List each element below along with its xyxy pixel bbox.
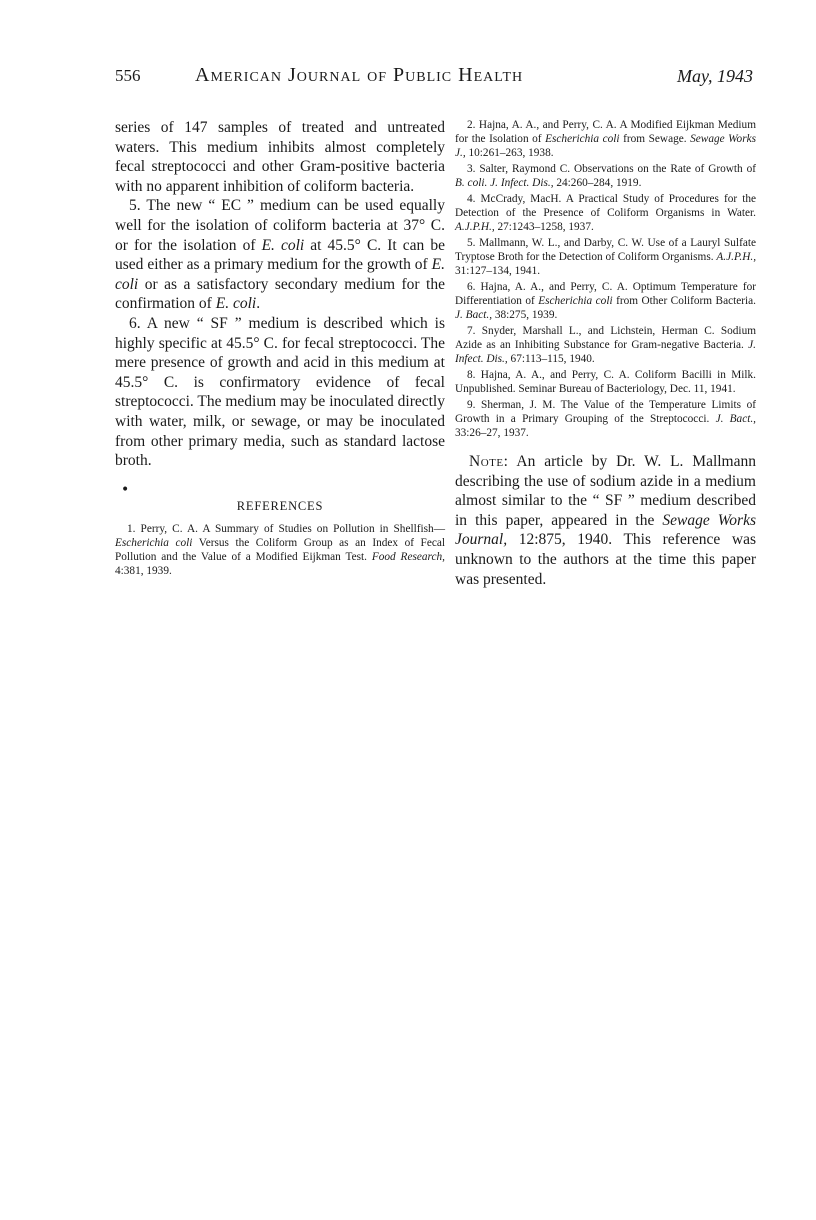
reference-text: 8. Hajna, A. A., and Perry, C. A. Coliform Bacilli in Milk. Unpublished. Seminar Bureau of Bacteriology, Dec. 11, 1941. [455, 369, 756, 395]
reference-citation: 24:260–284, 1919. [553, 177, 642, 189]
reference-item-3 [455, 162, 756, 190]
reference-journal: A.J.P.H., [455, 221, 495, 233]
reference-text: 9. Sherman, J. M. The Value of the Temperature Limits of Growth in a Primary Grouping of the Streptococci. [455, 399, 756, 425]
reference-item-7 [455, 324, 756, 366]
reference-italic: Escherichia coli [545, 133, 620, 145]
reference-journal: J. Bact., [455, 309, 493, 321]
species-name: E. coli [115, 256, 445, 293]
paragraph-text: . [256, 295, 261, 313]
running-header [115, 64, 755, 94]
reference-text: Versus the Coliform Group as an Index of Fecal Pollution and the Value of a Modified Eijkman Test. [115, 536, 445, 563]
reference-text: 5. Mallmann, W. L., and Darby, C. W. Use of a Lauryl Sulfate Tryptose Broth for the Detection of Coliform Organisms. [455, 237, 756, 263]
reference-journal: Food Research, [371, 550, 445, 563]
reference-text: 3. Salter, Raymond C. Observations on the Rate of Growth of [467, 163, 756, 175]
reference-item-6 [455, 280, 756, 322]
reference-journal: J. Bact., [715, 413, 757, 425]
note-text: An article by Dr. W. L. Mallmann describing the use of sodium azide in a medium almost similar to the “ SF ” medium described in this paper, appeared in the [455, 453, 756, 529]
reference-text: 1. Perry, C. A. A Summary of Studies on Pollution in Shellfish— [127, 522, 445, 535]
issue-date: May, 1943 [677, 66, 753, 86]
references-heading: REFERENCES [236, 498, 324, 513]
left-column [115, 118, 445, 580]
reference-item-8 [455, 368, 756, 396]
note-label: Note: [469, 453, 509, 470]
section-divider-bullet: • [121, 481, 130, 498]
reference-text: 2. Hajna, A. A., and Perry, C. A. A Modified Eijkman Medium for the Isolation of [455, 119, 756, 145]
journal-title: American Journal of Public Health [195, 64, 524, 86]
right-column [455, 118, 756, 589]
paragraph-conclusion-5 [115, 196, 445, 314]
reference-journal: J. Infect. Dis., [490, 177, 554, 189]
reference-item-2 [455, 118, 756, 160]
reference-item-4 [455, 192, 756, 234]
reference-text: 4. McCrady, MacH. A Practical Study of Procedures for the Detection of the Presence of Coliform Organisms in Water. [455, 193, 756, 219]
paragraph-text: 5. The new “ EC ” medium can be used equally well for the isolation of coliform bacteria at 37° C. or for the isolation of [115, 197, 445, 254]
reference-item-5 [455, 236, 756, 278]
editorial-note [455, 452, 756, 589]
reference-italic: B. coli. [455, 177, 488, 189]
note-text: 12:875, 1940. This reference was unknown to the authors at the time this paper was presented. [455, 531, 756, 588]
reference-item-9 [455, 398, 756, 440]
reference-text: 6. Hajna, A. A., and Perry, C. A. Optimum Temperature for Differentiation of [455, 281, 756, 307]
reference-italic: Escherichia coli [115, 536, 193, 549]
species-name: E. coli [261, 236, 305, 254]
reference-citation: 10:261–263, 1938. [465, 147, 554, 159]
reference-citation: 31:127–134, 1941. [455, 265, 541, 277]
reference-journal: Sewage Works J., [455, 133, 757, 159]
reference-citation: 67:113–115, 1940. [507, 353, 595, 365]
reference-journal: A.J.P.H., [716, 251, 757, 263]
reference-citation: 27:1243–1258, 1937. [494, 221, 594, 233]
reference-journal: J. Infect. Dis., [455, 339, 756, 365]
paragraph-text: or as a satisfactory secondary medium for the confirmation of [115, 275, 445, 313]
paragraph-conclusion-6: 6. A new “ SF ” medium is described which is highly specific at 45.5° C. for fecal streptococci. The mere presence of growth and acid in this medium at 45.5° C. is confirmatory evidence of fecal streptococci. The medium may be inoculated directly with water, milk, or sewage, or may be inoculated from other primary media, such as standard lactose broth. [115, 314, 445, 470]
reference-italic: Escherichia coli [538, 295, 613, 307]
page-number: 556 [115, 66, 141, 85]
species-name: E. coli [215, 295, 257, 313]
paragraph-conclusion-4-continued: series of 147 samples of treated and untreated waters. This medium inhibits almost completely fecal streptococci and other Gram-positive bacteria with no apparent inhibition of coliform bacteria. [115, 119, 445, 195]
reference-citation: 38:275, 1939. [492, 309, 558, 321]
reference-citation: 4:381, 1939. [115, 564, 172, 577]
reference-item-1 [115, 522, 445, 578]
reference-text: from Sewage. [619, 133, 691, 145]
note-journal: Sewage Works Journal, [455, 511, 756, 549]
reference-text: 7. Snyder, Marshall L., and Lichstein, Herman C. Sodium Azide as an Inhibiting Substance for Gram-negative Bacteria. [455, 325, 756, 351]
reference-text: from Other Coliform Bacteria. [612, 295, 756, 307]
reference-citation: 33:26–27, 1937. [455, 427, 529, 439]
paragraph-text: at 45.5° C. It can be used either as a primary medium for the growth of [115, 236, 445, 274]
